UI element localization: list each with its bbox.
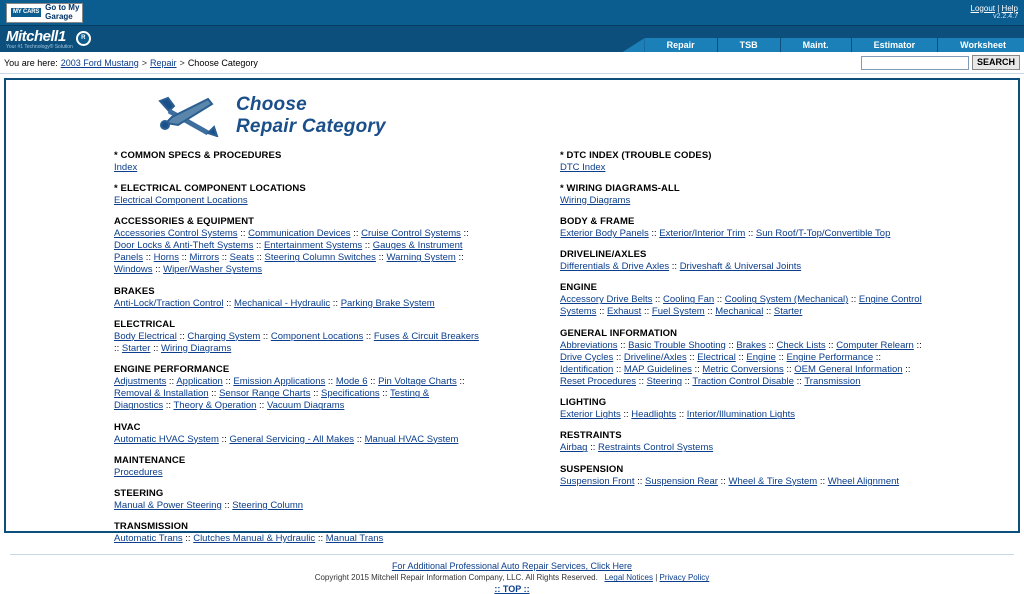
category-group-title: ELECTRICAL — [114, 318, 176, 330]
link-separator: :: — [455, 252, 464, 264]
link-separator: :: — [763, 306, 774, 318]
link-separator: :: — [325, 376, 336, 388]
main-nav-tabs — [623, 26, 1024, 52]
link-separator: :: — [745, 228, 756, 239]
category-link[interactable]: Sun Roof/T-Top/Convertible Top — [755, 228, 891, 239]
category-link[interactable]: Horns — [153, 252, 179, 264]
category-group-title: ACCESSORIES & EQUIPMENT — [114, 216, 255, 227]
category-link-list — [560, 476, 925, 488]
category-link[interactable]: Gauges & Instrument Panels — [114, 240, 463, 264]
category-link[interactable]: Body Electrical — [114, 330, 177, 342]
category-link[interactable]: Traction Control Disable — [692, 376, 794, 388]
link-separator: :: — [686, 351, 698, 363]
category-group-title: RESTRAINTS — [560, 430, 622, 442]
category-link[interactable]: Index — [114, 161, 138, 173]
garage-label-line1: Go to My — [45, 3, 80, 13]
brand-logo[interactable] — [0, 26, 91, 52]
category-link[interactable]: Automatic HVAC System — [114, 433, 219, 445]
link-separator: :: — [178, 252, 190, 264]
category-link[interactable]: Brakes — [736, 339, 766, 351]
category-link[interactable]: Engine — [746, 351, 776, 363]
link-separator: :: — [848, 294, 859, 306]
category-link[interactable]: Starter — [121, 342, 151, 354]
category-link[interactable]: Fuel System — [651, 306, 705, 318]
link-separator: :: — [596, 306, 607, 318]
category-group — [560, 430, 1018, 454]
category-columns — [6, 142, 1018, 555]
logo-nav-band — [0, 26, 1024, 52]
link-separator: :: — [613, 351, 624, 363]
category-link[interactable]: Cooling System (Mechanical) — [724, 294, 849, 306]
category-link-list — [114, 434, 479, 446]
category-group-title: LIGHTING — [560, 397, 607, 409]
category-link[interactable]: Starter — [773, 306, 803, 318]
search-area — [861, 55, 1020, 70]
category-link[interactable]: Suspension Front — [560, 475, 635, 487]
privacy-policy-link[interactable]: Privacy Policy — [659, 573, 710, 583]
link-separator: :: — [765, 339, 777, 351]
link-separator: :: — [704, 306, 716, 318]
category-link[interactable]: Component Locations — [270, 330, 364, 342]
category-link[interactable]: Headlights — [631, 409, 677, 421]
link-separator: :: — [330, 297, 341, 309]
category-link[interactable]: Communication Devices — [248, 228, 351, 239]
link-separator: :: — [648, 228, 660, 239]
breadcrumb — [4, 58, 258, 68]
category-link[interactable]: Exterior Body Panels — [560, 228, 649, 239]
category-link-list — [114, 500, 479, 512]
logout-link[interactable]: Logout — [970, 3, 995, 13]
category-group-title: MAINTENANCE — [114, 454, 186, 466]
link-separator: :: — [817, 475, 828, 487]
link-separator: :: — [613, 363, 624, 375]
category-link[interactable]: Vacuum Diagrams — [266, 400, 345, 412]
category-link-list — [560, 261, 925, 273]
category-link[interactable]: Pin Voltage Charts — [378, 376, 457, 388]
category-link[interactable]: Electrical — [697, 351, 736, 363]
link-separator: :: — [237, 228, 249, 239]
search-button[interactable]: SEARCH — [972, 55, 1020, 70]
category-group-title: * DTC INDEX (TROUBLE CODES) — [560, 149, 712, 161]
category-link[interactable]: Exhaust — [607, 306, 642, 318]
category-link[interactable]: Procedures — [114, 466, 163, 478]
category-group — [560, 397, 1018, 421]
breadcrumb-separator-2: > — [179, 57, 185, 68]
link-separator: :: — [218, 433, 230, 445]
link-separator: :: — [350, 228, 362, 239]
category-link[interactable]: Exterior/Interior Trim — [659, 228, 746, 239]
category-link[interactable]: Specifications — [321, 388, 380, 400]
link-separator: :: — [253, 240, 264, 252]
category-link[interactable]: Cooling Fan — [662, 294, 715, 306]
link-separator: :: — [114, 342, 122, 354]
link-separator: :: — [669, 261, 680, 273]
category-link[interactable]: Steering Column Switches — [264, 252, 376, 264]
category-link[interactable]: Removal & Installation — [114, 388, 209, 400]
category-link[interactable]: Cruise Control Systems — [361, 228, 461, 239]
brand-tagline: Your #1 Technology® Solution — [6, 43, 73, 50]
category-link[interactable]: Basic Trouble Shooting — [628, 339, 726, 351]
link-separator: :: — [375, 252, 387, 264]
link-separator: :: — [676, 409, 687, 421]
top-link-divider: | — [997, 3, 1000, 13]
link-separator: :: — [163, 400, 174, 412]
category-link[interactable]: Transmission — [804, 376, 861, 388]
nav-skew-decoration — [623, 38, 645, 52]
link-separator: :: — [825, 339, 837, 351]
link-separator: :: — [253, 252, 265, 264]
link-separator: :: — [315, 533, 326, 545]
category-group-title: ENGINE — [560, 282, 598, 294]
category-link-list — [114, 376, 479, 412]
category-link[interactable]: Driveshaft & Universal Joints — [679, 261, 802, 273]
link-separator: :: — [913, 339, 922, 351]
link-separator: :: — [362, 240, 373, 252]
category-link[interactable]: General Servicing - All Makes — [229, 433, 355, 445]
link-separator: :: — [902, 363, 911, 375]
category-group — [114, 364, 512, 412]
category-group — [114, 286, 512, 310]
category-link[interactable]: Wheel & Tire System — [728, 475, 818, 487]
category-group — [114, 183, 512, 207]
category-link[interactable]: Accessories Control Systems — [114, 228, 238, 239]
link-separator: :: — [682, 376, 693, 388]
breadcrumb-vehicle-link[interactable]: 2003 Ford Mustang — [60, 57, 139, 68]
link-separator: :: — [379, 388, 391, 400]
category-link[interactable]: Wheel Alignment — [827, 475, 900, 487]
category-link-list — [114, 195, 479, 207]
category-link-list — [560, 442, 925, 454]
category-link[interactable]: Abbreviations — [560, 339, 618, 351]
search-input[interactable] — [861, 56, 969, 70]
category-link[interactable]: Mechanical - Hydraulic — [234, 297, 331, 309]
footer-separator: | — [655, 573, 658, 583]
category-link[interactable]: Exterior Lights — [560, 409, 621, 421]
category-group-title: SUSPENSION — [560, 463, 624, 475]
category-link[interactable]: Anti-Lock/Traction Control — [114, 297, 224, 309]
copyright-text: Copyright 2015 Mitchell Repair Information Company, LLC. All Rights Reserved. — [314, 573, 598, 583]
category-link[interactable]: Wiring Diagrams — [161, 342, 232, 354]
category-link-list — [560, 228, 925, 240]
category-link[interactable]: Computer Relearn — [836, 339, 914, 351]
category-link-list — [114, 533, 479, 545]
category-link[interactable]: Entertainment Systems — [263, 240, 363, 252]
link-separator: :: — [793, 376, 805, 388]
category-link[interactable]: Interior/Illumination Lights — [686, 409, 795, 421]
category-link[interactable]: Engine Control Systems — [560, 294, 922, 318]
link-separator: :: — [634, 475, 646, 487]
category-link[interactable]: Emission Applications — [233, 376, 326, 388]
top-bar — [0, 0, 1024, 26]
category-link[interactable]: Suspension Rear — [645, 475, 718, 487]
category-link-list — [560, 195, 925, 207]
link-separator: :: — [208, 388, 220, 400]
category-link[interactable]: Accessory Drive Belts — [560, 294, 653, 306]
category-link-list — [560, 340, 925, 389]
page-title-line2: Repair Category — [236, 115, 386, 137]
category-link[interactable]: Airbag — [560, 442, 588, 454]
link-separator: :: — [182, 533, 194, 545]
top-right-links — [971, 4, 1018, 22]
category-link-list — [114, 467, 479, 479]
category-group-title: * COMMON SPECS & PROCEDURES — [114, 149, 282, 161]
category-column-right — [512, 150, 1018, 555]
category-link[interactable]: Clutches Manual & Hydraulic — [193, 533, 316, 545]
link-separator: :: — [354, 433, 365, 445]
category-link[interactable]: MAP Guidelines — [623, 363, 692, 375]
category-column-left — [6, 150, 512, 555]
category-link[interactable]: Parking Brake System — [340, 297, 435, 309]
breadcrumb-separator-1: > — [141, 57, 148, 68]
pro-services-link[interactable]: For Additional Professional Auto Repair Services, Click Here — [391, 561, 633, 572]
category-link[interactable]: Door Locks & Anti-Theft Systems — [114, 240, 254, 252]
category-link[interactable]: Manual Trans — [325, 533, 384, 545]
category-group-title: * WIRING DIAGRAMS-ALL — [560, 182, 680, 194]
link-separator: :: — [617, 339, 629, 351]
category-link[interactable]: Electrical Component Locations — [114, 194, 248, 206]
link-separator: :: — [725, 339, 737, 351]
category-group — [114, 319, 512, 355]
link-separator: :: — [714, 294, 725, 306]
category-link[interactable]: Warning System — [386, 252, 456, 264]
tab-tsb[interactable]: TSB — [718, 38, 781, 52]
category-link-list — [560, 294, 925, 318]
category-link[interactable]: Manual HVAC System — [364, 433, 459, 445]
link-separator: :: — [310, 388, 322, 400]
category-link[interactable]: Differentials & Drive Axles — [560, 261, 670, 273]
category-group-title: BRAKES — [114, 285, 155, 297]
category-link[interactable]: Mechanical — [715, 306, 764, 318]
page-title — [236, 94, 386, 138]
category-group — [560, 183, 1018, 207]
link-separator: :: — [222, 376, 234, 388]
link-separator: :: — [873, 351, 882, 363]
category-link[interactable]: Application — [176, 376, 223, 388]
category-group-title: * ELECTRICAL COMPONENT LOCATIONS — [114, 182, 306, 194]
category-link[interactable]: Wiper/Washer Systems — [163, 264, 262, 276]
category-link[interactable]: Windows — [114, 264, 153, 276]
link-separator: :: — [735, 351, 747, 363]
tab-maint[interactable]: Maint. — [781, 38, 852, 52]
link-separator: :: — [256, 400, 267, 412]
category-group — [560, 249, 1018, 273]
link-separator: :: — [587, 442, 599, 454]
link-separator: :: — [367, 376, 379, 388]
link-separator: :: — [717, 475, 729, 487]
brand-name: Mitchell1 — [6, 27, 66, 45]
tab-estimator[interactable]: Estimator — [852, 38, 939, 52]
category-link[interactable]: Automatic Trans — [114, 533, 183, 545]
category-group — [560, 282, 1018, 318]
category-link[interactable]: Check Lists — [776, 339, 826, 351]
category-link[interactable]: Mirrors — [189, 252, 220, 264]
link-separator: :: — [641, 306, 652, 318]
category-group — [114, 521, 512, 545]
link-separator: :: — [150, 342, 161, 354]
tab-repair[interactable]: Repair — [645, 38, 718, 52]
category-group-title: BODY & FRAME — [560, 216, 635, 227]
category-link[interactable]: Manual & Power Steering — [114, 499, 222, 511]
breadcrumb-prefix: You are here: — [4, 57, 58, 68]
link-separator: :: — [176, 330, 188, 342]
category-link[interactable]: Restraints Control Systems — [598, 442, 714, 454]
link-separator: :: — [652, 294, 663, 306]
category-link[interactable]: Steering Column — [232, 499, 304, 511]
category-link[interactable]: Sensor Range Charts — [219, 388, 311, 400]
category-group — [114, 150, 512, 174]
category-link[interactable]: Steering — [646, 376, 682, 388]
garage-button-label — [45, 4, 79, 21]
version-label: v2.2.4.7 — [993, 13, 1018, 21]
category-link-list — [560, 162, 925, 174]
category-group — [560, 464, 1018, 488]
wrench-screwdriver-icon — [156, 95, 226, 137]
category-group-title: TRANSMISSION — [114, 521, 189, 533]
category-group-title: STEERING — [114, 487, 164, 499]
link-separator: :: — [152, 264, 164, 276]
link-separator: :: — [166, 376, 177, 388]
category-link-list — [114, 298, 479, 310]
category-group — [560, 328, 1018, 389]
registered-badge-icon: R — [76, 31, 91, 46]
garage-label-line2: Garage — [45, 11, 73, 21]
breadcrumb-repair-link[interactable]: Repair — [150, 57, 177, 68]
category-link[interactable]: Identification — [560, 363, 614, 375]
category-link[interactable]: Engine Performance — [786, 351, 874, 363]
category-link[interactable]: Testing & Diagnostics — [114, 388, 430, 412]
category-group — [560, 216, 1018, 240]
link-separator: :: — [460, 228, 469, 239]
category-link[interactable]: DTC Index — [560, 161, 606, 173]
legal-notices-link[interactable]: Legal Notices — [604, 573, 653, 583]
link-separator: :: — [636, 376, 647, 388]
tab-worksheet[interactable]: Worksheet — [938, 38, 1024, 52]
link-separator: :: — [783, 363, 795, 375]
link-separator: :: — [691, 363, 703, 375]
category-group-title: HVAC — [114, 421, 141, 433]
link-separator: :: — [143, 252, 154, 264]
page-header — [6, 80, 1018, 142]
my-cars-icon: MY CARS — [10, 7, 42, 18]
link-separator: :: — [223, 297, 235, 309]
category-group-title: GENERAL INFORMATION — [560, 327, 678, 339]
category-link-list — [114, 162, 479, 174]
category-link[interactable]: Seats — [229, 252, 254, 264]
category-link[interactable]: Wiring Diagrams — [560, 194, 631, 206]
link-separator: :: — [775, 351, 787, 363]
category-group-title: ENGINE PERFORMANCE — [114, 364, 230, 376]
category-link[interactable]: Mode 6 — [335, 376, 368, 388]
main-content-panel — [4, 78, 1020, 594]
category-link[interactable]: Theory & Operation — [173, 400, 257, 412]
back-to-top-link[interactable]: :: TOP :: — [494, 584, 530, 594]
breadcrumb-bar — [0, 52, 1024, 74]
link-separator: :: — [620, 409, 632, 421]
category-group — [114, 422, 512, 446]
category-link[interactable]: OEM General Information — [794, 363, 903, 375]
page-title-line1: Choose — [236, 94, 307, 115]
category-link-list — [114, 228, 479, 277]
category-link[interactable]: Charging System — [187, 330, 261, 342]
category-link[interactable]: Metric Conversions — [702, 363, 784, 375]
help-link[interactable]: Help — [1001, 3, 1018, 13]
category-group — [114, 488, 512, 512]
link-separator: :: — [221, 499, 233, 511]
link-separator: :: — [219, 252, 230, 264]
go-to-my-garage-button[interactable] — [6, 3, 83, 23]
category-link[interactable]: Driveline/Axles — [623, 351, 687, 363]
category-group — [560, 150, 1018, 174]
breadcrumb-current: Choose Category — [187, 57, 258, 68]
category-group-title: DRIVELINE/AXLES — [560, 249, 647, 261]
link-separator: :: — [260, 330, 271, 342]
category-link[interactable]: Reset Procedures — [560, 376, 637, 388]
link-separator: :: — [363, 330, 374, 342]
category-link[interactable]: Drive Cycles — [560, 351, 614, 363]
category-link-list — [560, 409, 925, 421]
category-link-list — [114, 331, 479, 355]
category-link[interactable]: Adjustments — [114, 376, 167, 388]
category-link[interactable]: Fuses & Circuit Breakers — [373, 330, 479, 342]
page-footer — [6, 555, 1018, 594]
category-group — [114, 216, 512, 277]
link-separator: :: — [456, 376, 465, 388]
category-group — [114, 455, 512, 479]
